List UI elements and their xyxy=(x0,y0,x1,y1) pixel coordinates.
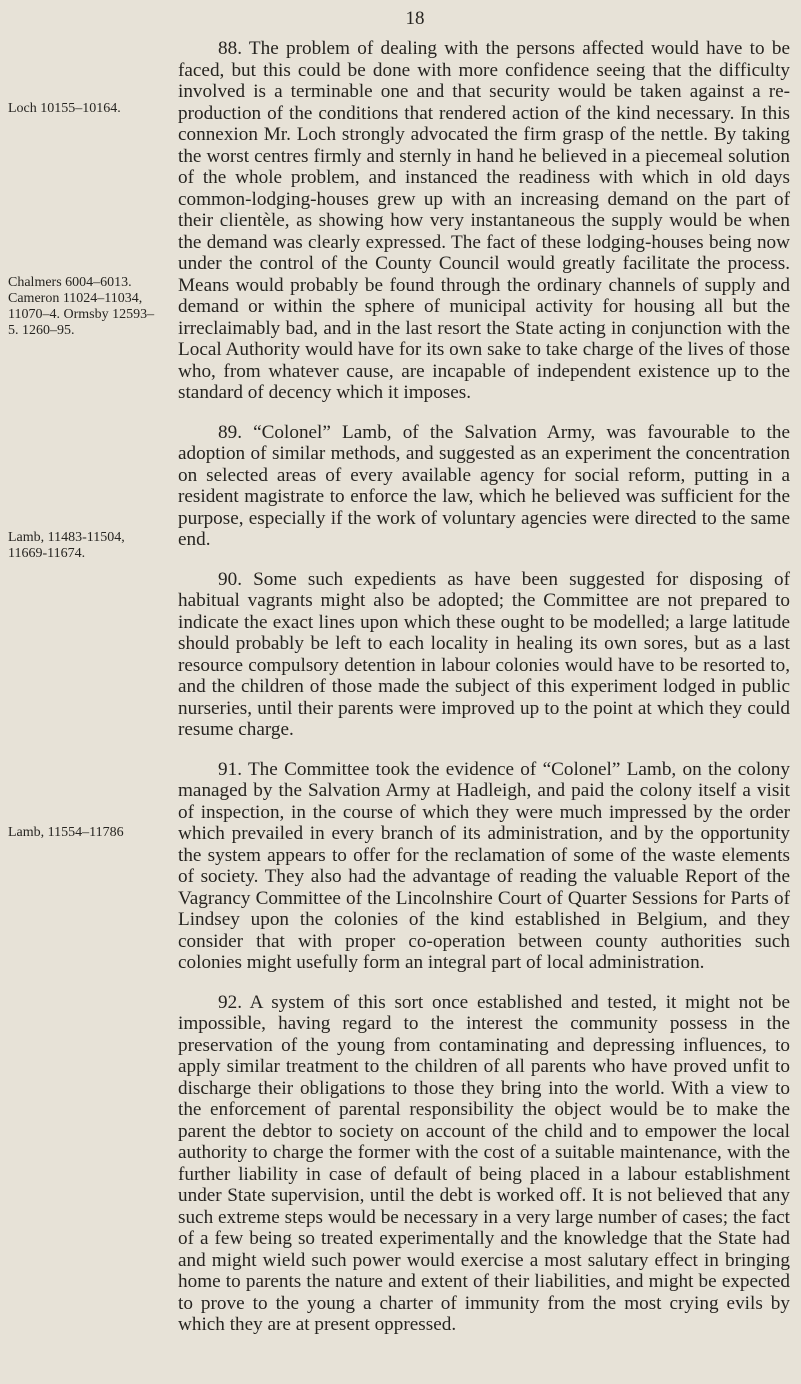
margin-note-lamb-1: Lamb, 11483-11504, 11669-11674. xyxy=(8,530,125,561)
margin-note-chalmers: Chalmers 6004–6013. Cameron 11024–11034, 11070–4. Ormsby 12593–5. 1260–95. xyxy=(8,275,155,338)
body-text xyxy=(178,38,790,1336)
margin-note-lamb-2: Lamb, 11554–11786 xyxy=(8,825,124,840)
paragraph-90: 90. Some such expedients as have been suggested for disposing of habitual vagrants might also be adopted; the Committee are not prepared to indicate the exact lines upon which these ought to be modelled; a large latitude should probably be left to each locality in healing its own sores, but as a last resource compulsory detention in labour colonies would have to be resorted to, and the children of those made the subject of this experiment lodged in public nurseries, until their parents were improved up to the point at which they could resume charge. xyxy=(178,568,790,740)
paragraph-88: 88. The problem of dealing with the persons affected would have to be faced, but this could be done with more confidence seeing that the difficulty involved is a terminable one and that security would be taken against a re-production of the conditions that rendered action of the kind necessary. In this connexion Mr. Loch strongly advocated the firm grasp of the nettle. By taking the worst centres firmly and sternly in hand he believed in a piecemeal solution of the whole problem, and instanced the readiness with which in old days common-lodging-houses grew up with an increasing demand on the part of their clientèle, as showing how very instantaneous the supply would be when the demand was clearly expressed. The fact of these lodging-houses being now under the control of the County Council would greatly facilitate the process. Means would probably be found through the ordinary channels of supply and demand or within the sphere of municipal activity for housing all but the irreclaimably bad, and in the last resort the State acting in conjunction with the Local Authority would have for its own sake to take charge of the lives of those who, from whatever cause, are incapable of independent existence up to the standard of decency which it imposes. xyxy=(178,38,790,403)
paragraph-89: 89. “Colonel” Lamb, of the Salvation Army, was favourable to the adoption of similar methods, and suggested as an experiment the concentration on selected areas of every available agency for social reform, putting in a resident magistrate to enforce the law, which he believed was sufficient for the purpose, especially if the work of voluntary agencies were directed to the same end. xyxy=(178,421,790,550)
paragraph-92: 92. A system of this sort once established and tested, it might not be impossible, having regard to the interest the community possess in the preservation of the young from contaminating and depressing influences, to apply similar treatment to the children of all parents who have proved unfit to discharge their obligations to those they bring into the world. With a view to the enforcement of parental responsibility the object would be to make the parent the debtor to society on account of the child and to empower the local authority to charge the former with the cost of a suitable maintenance, with the further liability in case of default of being placed in a labour establishment under State supervision, until the debt is worked off. It is not believed that any such extreme steps would be necessary in a very large number of cases; the fact of a few being so treated experimentally and the knowledge that the State had and might wield such power would exercise a most salutary effect in bringing home to parents the nature and extent of their liabilities, and might be expected to prove to the young a charter of immunity from the most crying evils by which they are at present oppressed. xyxy=(178,991,790,1335)
margin-note-loch: Loch 10155–10164. xyxy=(8,101,121,116)
paragraph-91: 91. The Committee took the evidence of “Colonel” Lamb, on the colony managed by the Salvation Army at Hadleigh, and paid the colony itself a visit of inspection, in the course of which they were much impressed by the order which prevailed in every branch of its administration, and by the opportunity the system appears to offer for the reclamation of some of the waste elements of society. They also had the advantage of reading the valuable Report of the Vagrancy Committee of the Lincolnshire Court of Quarter Sessions for Parts of Lindsey upon the colonies of the kind established in Belgium, and they consider that with proper co-operation between county authorities such colonies might usefully form an integral part of local administration. xyxy=(178,758,790,973)
page-number: 18 xyxy=(405,8,425,29)
